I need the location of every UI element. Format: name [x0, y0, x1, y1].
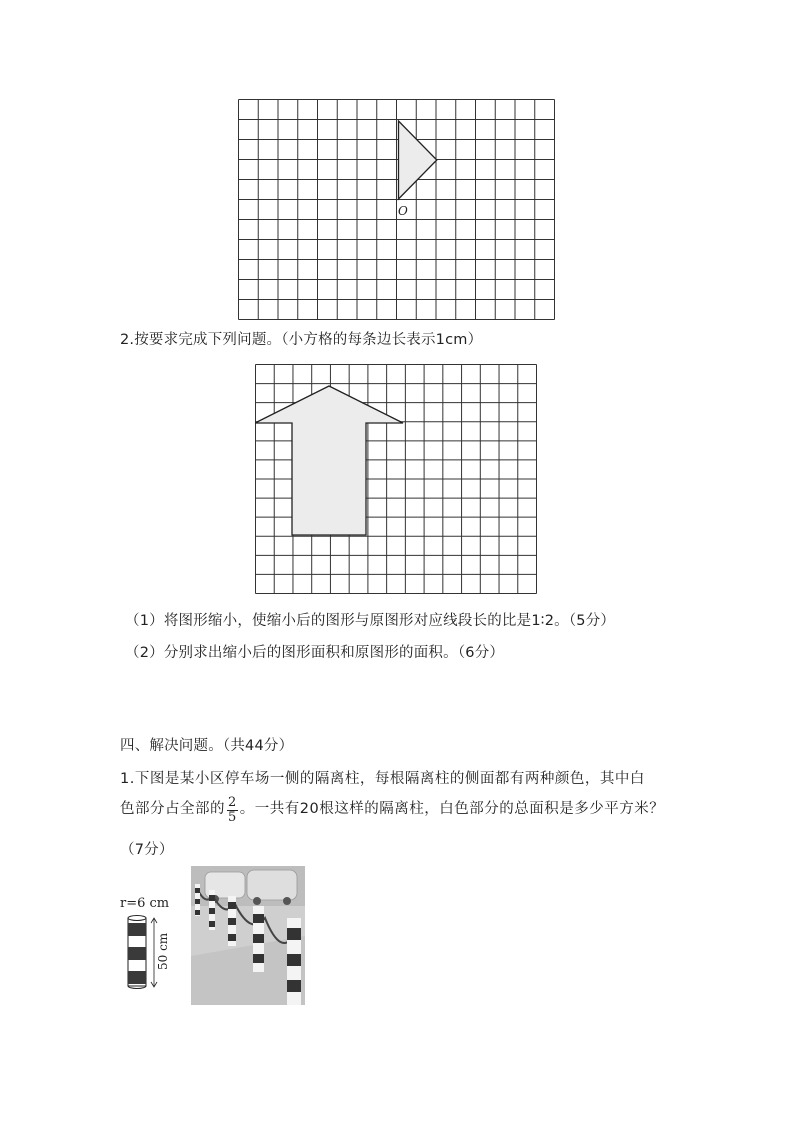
radius-label: r=6 cm — [120, 896, 170, 911]
fraction-numerator: 2 — [228, 795, 237, 810]
grid-arrow — [255, 364, 539, 596]
question-1-line-2-prefix: 色部分占全部的 — [120, 801, 225, 818]
bollards-photo-drawing — [191, 866, 305, 1005]
grid-lines — [239, 100, 555, 320]
question-1-line-2-suffix: 。一共有20根这样的隔离柱，白色部分的总面积是多少平方米？ — [239, 801, 665, 818]
triangle-shape — [399, 121, 437, 199]
cylinder-stripe — [128, 947, 146, 960]
fraction-two-fifths — [227, 796, 238, 824]
cylinder-stripe — [128, 923, 146, 936]
question-1-line-2 — [120, 796, 664, 824]
question-2-heading: 2.按要求完成下列问题。（小方格的每条边长表示1cm） — [120, 332, 483, 348]
question-1-line-1: 1.下图是某小区停车场一侧的隔离柱，每根隔离柱的侧面都有两种颜色，其中白 — [120, 771, 645, 787]
question-1-points: （7分） — [120, 842, 174, 858]
section-4-title: 四、解决问题。（共44分） — [120, 738, 294, 754]
height-label: 50 cm — [156, 932, 170, 970]
arrow-shape — [255, 386, 403, 535]
point-o-label: O — [398, 204, 408, 218]
bollards-photo — [191, 866, 305, 1005]
question-2-part-1: （1）将图形缩小，使缩小后的图形与原图形对应线段长的比是1∶2。（5分） — [125, 613, 616, 629]
fraction-denominator: 5 — [228, 809, 237, 825]
cylinder-top — [128, 916, 146, 921]
grid-triangle — [238, 99, 558, 325]
cylinder-diagram — [118, 890, 180, 994]
question-2-part-2: （2）分别求出缩小后的图形面积和原图形的面积。（6分） — [125, 645, 505, 661]
cylinder-stripe — [128, 971, 146, 984]
